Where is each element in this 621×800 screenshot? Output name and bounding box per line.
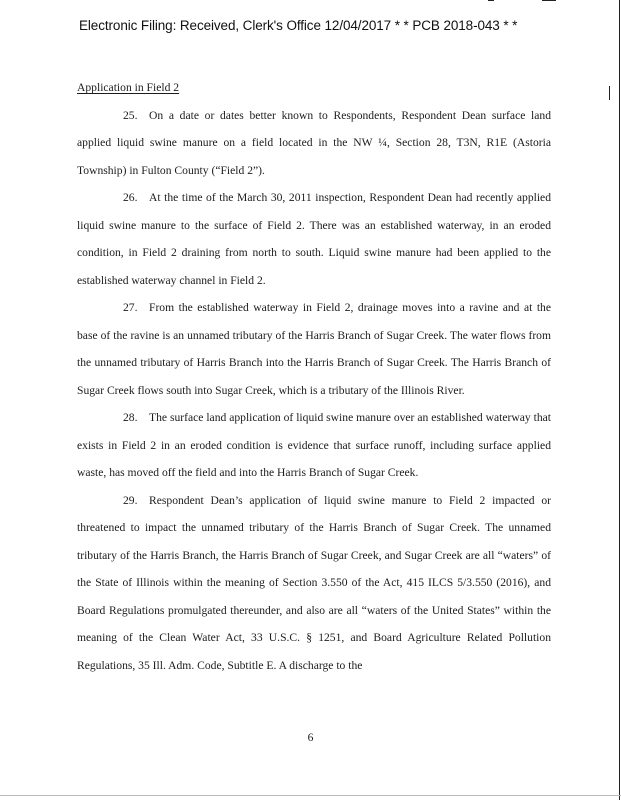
paragraph-text: On a date or dates better known to Respondents, Respondent Dean surface land applied liquid swine manure on a field located in the NW ¼, Section 28, T3N, R1E (Astoria Township) in Fulton County (“Field 2”). xyxy=(77,108,551,177)
scan-edge-bottom xyxy=(0,795,621,796)
paragraph-29 xyxy=(77,487,551,680)
paragraph-number: 25. xyxy=(123,108,138,122)
section-heading: Application in Field 2 xyxy=(77,81,180,94)
page-number: 6 xyxy=(307,731,314,744)
scan-edge-right xyxy=(619,0,620,800)
paragraph-text: From the established waterway in Field 2, drainage moves into a ravine and at the base of the ravine is an unnamed tributary of the Harris Branch of Sugar Creek. The water flows from the unnamed tributary of Harris Branch into the Harris Branch of Sugar Creek. The Harris Branch of Sugar Creek flows south into Sugar Creek, which is a tributary of the Illinois River. xyxy=(77,301,551,397)
paragraph-27 xyxy=(77,294,551,404)
scan-speck xyxy=(488,0,494,1)
paragraph-text: Respondent Dean’s application of liquid swine manure to Field 2 impacted or threatened to impact the unnamed tributary of the Harris Branch of Sugar Creek. The unnamed tributary of the Harris Branch, the Harris Branch of Sugar Creek, and Sugar Creek are all “waters” of the State of Illinois within the meaning of Section 3.550 of the Act, 415 ILCS 5/3.550 (2016), and Board Regulations promulgated thereunder, and also are all “waters of the United States” within the meaning of the Clean Water Act, 33 U.S.C. § 1251, and Board Agriculture Related Pollution Regulations, 35 Ill. Adm. Code, Subtitle E. A discharge to the xyxy=(77,493,551,672)
paragraph-28 xyxy=(77,404,551,487)
paragraph-number: 28. xyxy=(123,411,138,424)
filing-stamp-header: Electronic Filing: Received, Clerk's Office 12/04/2017 * * PCB 2018-043 * * xyxy=(79,18,518,33)
scan-speck xyxy=(609,86,610,100)
paragraph-number: 27. xyxy=(123,301,138,314)
paragraph-text: The surface land application of liquid swine manure over an established waterway that exists in Field 2 in an eroded condition is evidence that surface runoff, including surface applied waste, has moved off the field and into the Harris Branch of Sugar Creek. xyxy=(77,411,551,479)
scan-speck xyxy=(542,0,556,1)
paragraph-25 xyxy=(77,102,551,185)
paragraph-text: At the time of the March 30, 2011 inspection, Respondent Dean had recently applied liquid swine manure to the surface of Field 2. There was an established waterway, in an eroded condition, in Field 2 draining from north to south. Liquid swine manure had been applied to the established waterway channel in Field 2. xyxy=(77,191,551,287)
paragraph-number: 26. xyxy=(123,191,138,204)
paragraph-26 xyxy=(77,184,551,294)
document-body xyxy=(77,74,551,679)
paragraph-number: 29. xyxy=(123,493,138,507)
